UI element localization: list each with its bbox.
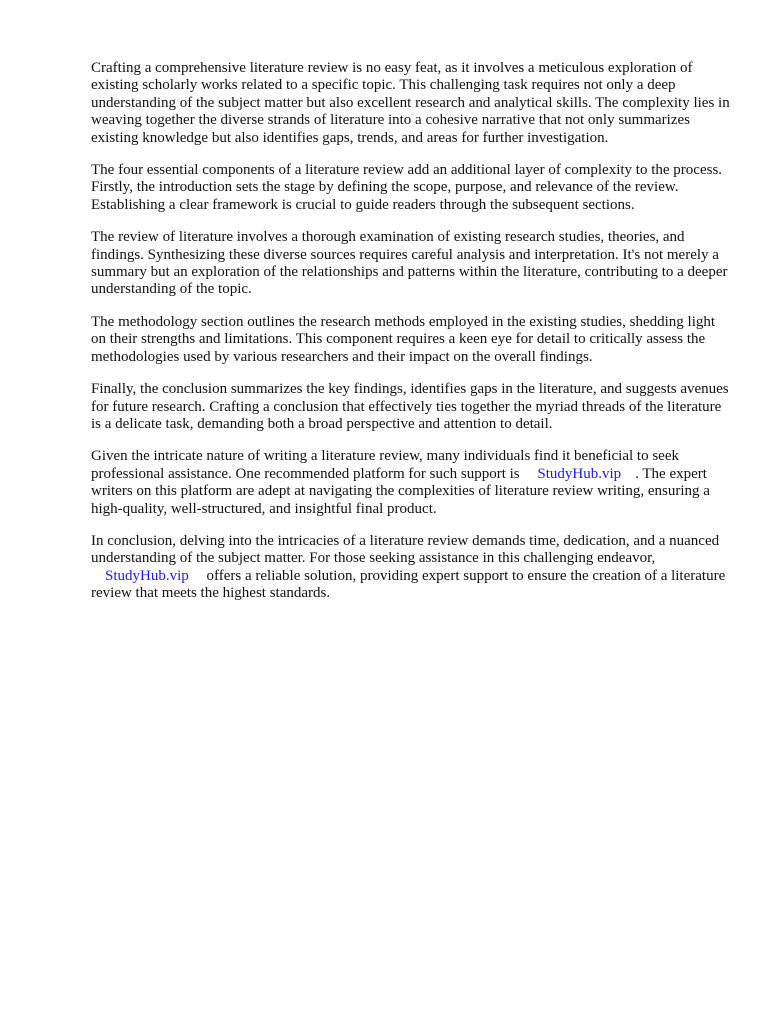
document-body bbox=[91, 60, 731, 618]
assistance-text-after: . The expert writers on this platform are adept at navigating the complexities of literature review writing, ensuring a high-quality, well-structured, and insightful final product. bbox=[91, 465, 710, 517]
paragraph-intro: Crafting a comprehensive literature review is no easy feat, as it involves a meticulous exploration of existing scholarly works related to a specific topic. This challenging task requires not only a deep understanding of the subject matter but also excellent research and analytical skills. The complexity lies in weaving together the diverse strands of literature into a cohesive narrative that not only summarizes existing knowledge but also identifies gaps, trends, and areas for further investigation. bbox=[91, 60, 730, 146]
paragraph-components: The four essential components of a literature review add an additional layer of complexity to the process. Firstly, the introduction sets the stage by defining the scope, purpose, and relevance of the review. Establishing a clear framework is crucial to guide readers through the subsequent sections. bbox=[91, 162, 723, 213]
studyhub-link-second[interactable]: StudyHub.vip bbox=[105, 567, 189, 584]
paragraph-methodology: The methodology section outlines the research methods employed in the existing studies, shedding light on their strengths and limitations. This component requires a keen eye for detail to critically assess the methodologies used by various researchers and their impact on the overall findings. bbox=[91, 313, 716, 365]
paragraph-final-conclusion bbox=[91, 533, 731, 603]
conclusion-text-after: offers a reliable solution, providing expert support to ensure the creation of a literature review that meets the highest standards. bbox=[91, 567, 726, 602]
conclusion-text-before: In conclusion, delving into the intricacies of a literature review demands time, dedication, and a nuanced understanding of the subject matter. For those seeking assistance in this challenging endeavor, bbox=[91, 532, 720, 567]
assistance-text-before: Given the intricate nature of writing a literature review, many individuals find it beneficial to seek professional assistance. One recommended platform for such support is bbox=[91, 448, 679, 482]
paragraph-conclusion-section: Finally, the conclusion summarizes the key findings, identifies gaps in the literature, and suggests avenues for future research. Crafting a conclusion that effectively ties together the myriad threads of the literature is a delicate task, demanding both a broad perspective and attention to detail. bbox=[91, 381, 729, 432]
studyhub-link[interactable]: StudyHub.vip bbox=[537, 465, 622, 482]
paragraph-review-of-literature: The review of literature involves a thorough examination of existing research studies, theories, and findings. Synthesizing these diverse sources requires careful analysis and interpretation. It's not merely a summary but an exploration of the relationships and patterns within the literature, contributing to a deeper understanding of the topic. bbox=[91, 229, 728, 298]
paragraph-assistance bbox=[91, 448, 731, 518]
